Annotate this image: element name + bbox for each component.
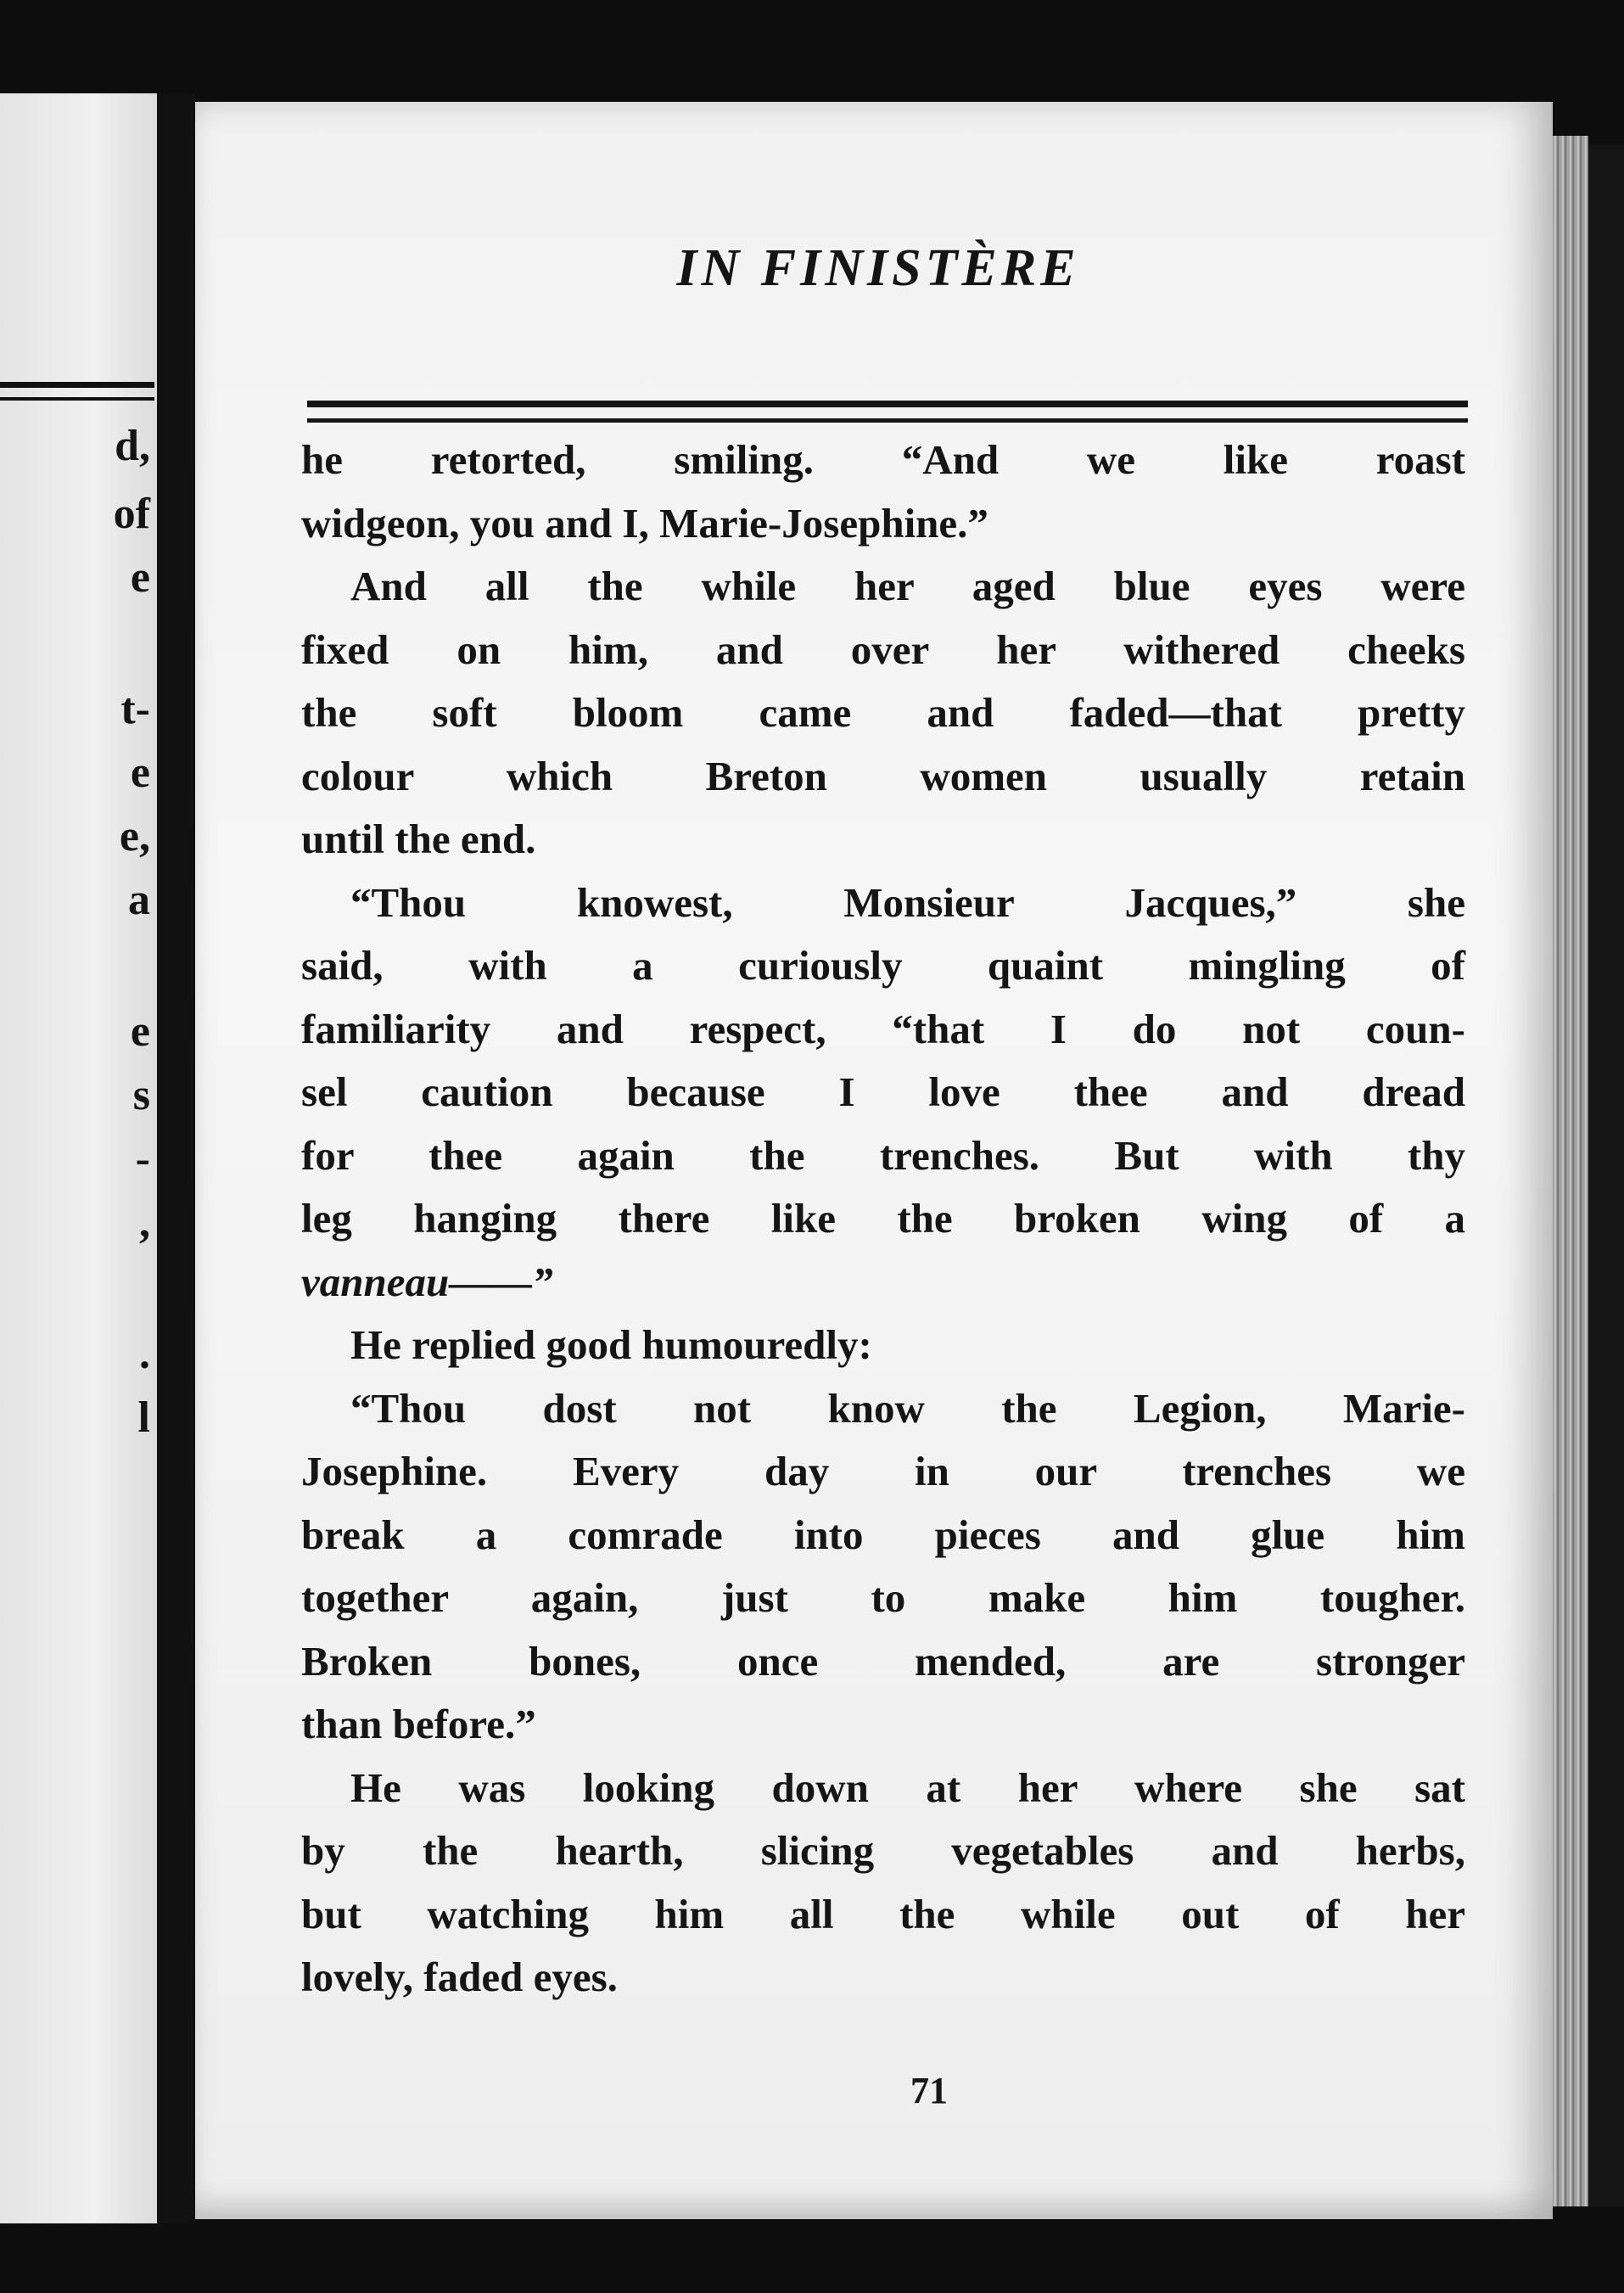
facing-text-fragment: e <box>130 1007 150 1056</box>
book-cover-edge <box>1588 144 1624 2206</box>
text-line: but watching him all the while out of her <box>301 1890 1465 1937</box>
text-line: said, with a curiously quaint mingling of <box>301 942 1465 989</box>
facing-page <box>0 93 157 2223</box>
facing-text-fragment: l <box>137 1393 150 1442</box>
text-line: for thee again the trenches. But with thy <box>301 1131 1465 1179</box>
text-line: familiarity and respect, “that I do not coun- <box>301 1005 1465 1052</box>
facing-text-fragment: t- <box>120 685 150 733</box>
text-line: by the hearth, slicing vegetables and herbs, <box>301 1827 1465 1874</box>
facing-text-fragment: - <box>135 1135 150 1183</box>
page-stack-edge <box>1553 136 1588 2206</box>
text-line: colour which Breton women usually retain <box>301 752 1465 799</box>
facing-text-fragment: d, <box>115 422 150 470</box>
text-line: lovely, faded eyes. <box>301 1954 618 2000</box>
text-line: leg hanging there like the broken wing of a <box>301 1195 1465 1242</box>
text-line: Broken bones, once mended, are stronger <box>301 1637 1465 1685</box>
text-line: widgeon, you and I, Marie-Josephine.” <box>301 499 988 547</box>
running-head: IN FINISTÈRE <box>676 239 1080 297</box>
text-line: sel caution because I love thee and dread <box>301 1068 1465 1115</box>
text-line: He replied good humouredly: <box>350 1321 872 1368</box>
text-line: “Thou knowest, Monsieur Jacques,” she <box>350 878 1465 926</box>
facing-page-rule <box>0 382 154 401</box>
text-line: vanneau——” <box>301 1258 553 1305</box>
header-double-rule <box>307 401 1468 423</box>
text-line: fixed on him, and over her withered cheeks <box>301 625 1465 673</box>
page-number: 71 <box>910 2070 948 2111</box>
facing-text-fragment: a <box>128 876 150 924</box>
text-line: Josephine. Every day in our trenches we <box>301 1448 1465 1494</box>
text-line: He was looking down at her where she sat <box>350 1763 1465 1811</box>
facing-text-fragment: e <box>130 748 150 797</box>
text-line: together again, just to make him tougher. <box>301 1574 1465 1621</box>
book-spine-gutter <box>157 93 195 2223</box>
facing-text-fragment: of <box>113 490 150 538</box>
facing-text-fragment: , <box>139 1198 150 1247</box>
text-line: until the end. <box>301 816 536 862</box>
text-line: he retorted, smiling. “And we like roast <box>301 436 1465 483</box>
text-line: than before.” <box>301 1701 536 1747</box>
text-line: And all the while her aged blue eyes were <box>350 563 1465 609</box>
text-line: break a comrade into pieces and glue him <box>301 1511 1465 1558</box>
facing-text-fragment: e <box>130 553 150 602</box>
text-line: “Thou dost not know the Legion, Marie- <box>350 1384 1465 1432</box>
page-body-text <box>301 429 1465 2010</box>
facing-text-fragment: . <box>139 1330 150 1378</box>
facing-text-fragment: e, <box>119 812 150 861</box>
text-line: the soft bloom came and faded—that pretty <box>301 689 1465 736</box>
book-page <box>195 102 1553 2219</box>
facing-text-fragment: s <box>132 1071 150 1119</box>
